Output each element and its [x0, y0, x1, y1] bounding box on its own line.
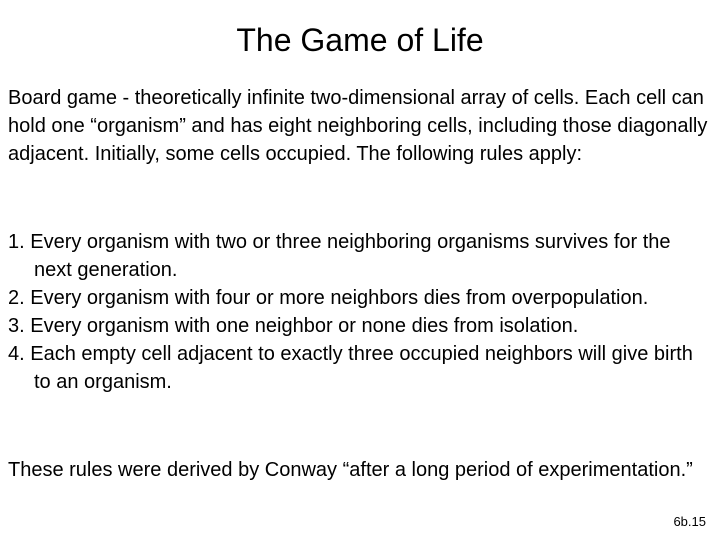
rule-item: 3. Every organism with one neighbor or none dies from isolation.	[8, 315, 579, 337]
slide-number: 6b.15	[673, 514, 706, 529]
rules-list	[8, 228, 708, 396]
rule-item: 4. Each empty cell adjacent to exactly three occupied neighbors will give birth to an organism.	[8, 343, 693, 393]
intro-paragraph: Board game - theoretically infinite two-dimensional array of cells. Each cell can hold one “organism” and has eight neighboring cells, including those diagonally adjacent. Initially, some cells occupied. The following rules apply:	[8, 87, 708, 165]
slide-title: The Game of Life	[236, 22, 484, 58]
closing-paragraph: These rules were derived by Conway “after a long period of experimentation.”	[8, 459, 693, 481]
rule-item: 1. Every organism with two or three neighboring organisms survives for the next generation.	[8, 231, 671, 281]
rule-item: 2. Every organism with four or more neighbors dies from overpopulation.	[8, 287, 649, 309]
